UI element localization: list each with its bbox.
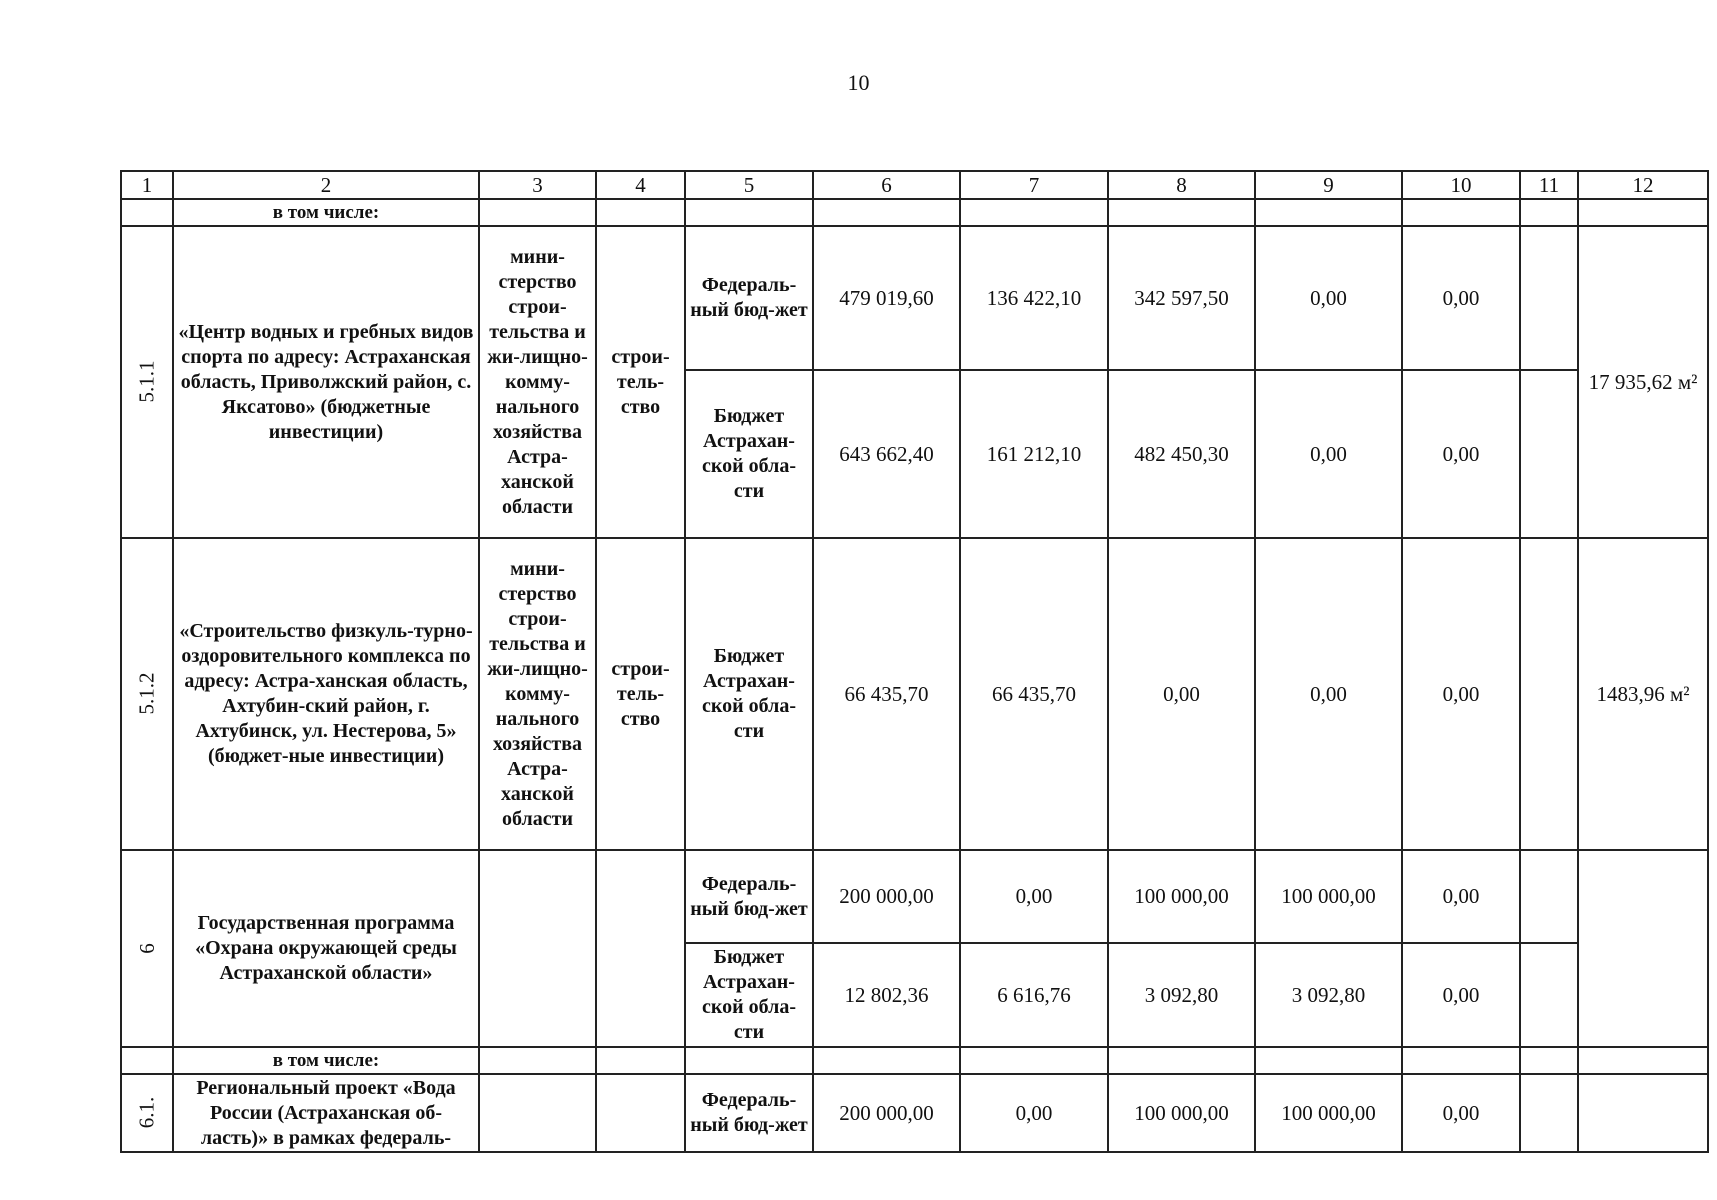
area-value: 1483,96 м²: [1578, 538, 1708, 850]
amount-cell: 200 000,00: [813, 1074, 960, 1152]
amount-cell: 200 000,00: [813, 850, 960, 943]
amount-cell: 3 092,80: [1255, 943, 1402, 1047]
header-cell: 8: [1108, 171, 1255, 199]
amount-cell: 100 000,00: [1108, 850, 1255, 943]
header-cell: 2: [173, 171, 479, 199]
activity-type: строи-тель-ство: [596, 226, 685, 538]
amount-cell: 342 597,50: [1108, 226, 1255, 370]
header-cell: 10: [1402, 171, 1520, 199]
row-number: 6.1.: [121, 1074, 173, 1152]
funding-source: Федераль-ный бюд-жет: [685, 1074, 813, 1152]
row-number: 5.1.1: [121, 226, 173, 538]
header-cell: 7: [960, 171, 1108, 199]
executor: мини-стерство строи-тельства и жи-лищно-комму-нального хозяйства Астра-ханской области: [479, 226, 596, 538]
funding-source: Бюджет Астрахан-ской обла-сти: [685, 538, 813, 850]
page-number: 10: [847, 70, 870, 95]
amount-cell: 0,00: [1255, 226, 1402, 370]
activity-type: строи-тель-ство: [596, 538, 685, 850]
program-name: Государственная программа «Охрана окружающей среды Астраханской области»: [173, 850, 479, 1047]
row-number: 5.1.2: [121, 538, 173, 850]
amount-cell: 161 212,10: [960, 370, 1108, 538]
table-row: [121, 538, 1708, 850]
funding-source: Федераль-ный бюд-жет: [685, 226, 813, 370]
amount-cell: 100 000,00: [1255, 1074, 1402, 1152]
header-cell: 9: [1255, 171, 1402, 199]
amount-cell: 6 616,76: [960, 943, 1108, 1047]
amount-cell: 0,00: [1402, 370, 1520, 538]
amount-cell: 0,00: [1402, 226, 1520, 370]
subheading: в том числе:: [173, 199, 479, 226]
project-name: Региональный проект «Вода России (Астраханская об-ласть)» в рамках федераль-: [173, 1074, 479, 1152]
subheading: в том числе:: [173, 1047, 479, 1074]
area-value: 17 935,62 м²: [1578, 226, 1708, 538]
amount-cell: 12 802,36: [813, 943, 960, 1047]
amount-cell: 100 000,00: [1255, 850, 1402, 943]
amount-cell: 66 435,70: [960, 538, 1108, 850]
header-cell: 1: [121, 171, 173, 199]
amount-cell: 643 662,40: [813, 370, 960, 538]
header-cell: 3: [479, 171, 596, 199]
funding-source: Бюджет Астрахан-ской обла-сти: [685, 943, 813, 1047]
amount-cell: 3 092,80: [1108, 943, 1255, 1047]
amount-cell: 0,00: [960, 1074, 1108, 1152]
header-cell: 5: [685, 171, 813, 199]
subheading-row: [121, 199, 1708, 226]
project-name: «Центр водных и гребных видов спорта по адресу: Астраханская область, Приволжский район, с. Яксатово» (бюджетные инвестиции): [173, 226, 479, 538]
budget-table: [120, 170, 1709, 1153]
header-cell: 12: [1578, 171, 1708, 199]
amount-cell: 100 000,00: [1108, 1074, 1255, 1152]
table-row: [121, 226, 1708, 370]
table-row: [121, 850, 1708, 943]
amount-cell: 0,00: [1108, 538, 1255, 850]
amount-cell: 0,00: [1255, 370, 1402, 538]
amount-cell: 0,00: [960, 850, 1108, 943]
subheading-row: [121, 1047, 1708, 1074]
funding-source: Федераль-ный бюд-жет: [685, 850, 813, 943]
amount-cell: 66 435,70: [813, 538, 960, 850]
header-row: [121, 171, 1708, 199]
amount-cell: 0,00: [1255, 538, 1402, 850]
header-cell: 6: [813, 171, 960, 199]
amount-cell: 0,00: [1402, 1074, 1520, 1152]
header-cell: 4: [596, 171, 685, 199]
amount-cell: 0,00: [1402, 538, 1520, 850]
header-cell: 11: [1520, 171, 1578, 199]
amount-cell: 136 422,10: [960, 226, 1108, 370]
amount-cell: 0,00: [1402, 943, 1520, 1047]
table-row: [121, 1074, 1708, 1152]
row-number: 6: [121, 850, 173, 1047]
amount-cell: 482 450,30: [1108, 370, 1255, 538]
amount-cell: 479 019,60: [813, 226, 960, 370]
project-name: «Строительство физкуль-турно-оздоровительного комплекса по адресу: Астра-ханская область, Ахтубин-ский район, г. Ахтубинск, ул. Нестерова, 5» (бюджет-ные инвестиции): [173, 538, 479, 850]
executor: мини-стерство строи-тельства и жи-лищно-комму-нального хозяйства Астра-ханской области: [479, 538, 596, 850]
amount-cell: 0,00: [1402, 850, 1520, 943]
funding-source: Бюджет Астрахан-ской обла-сти: [685, 370, 813, 538]
